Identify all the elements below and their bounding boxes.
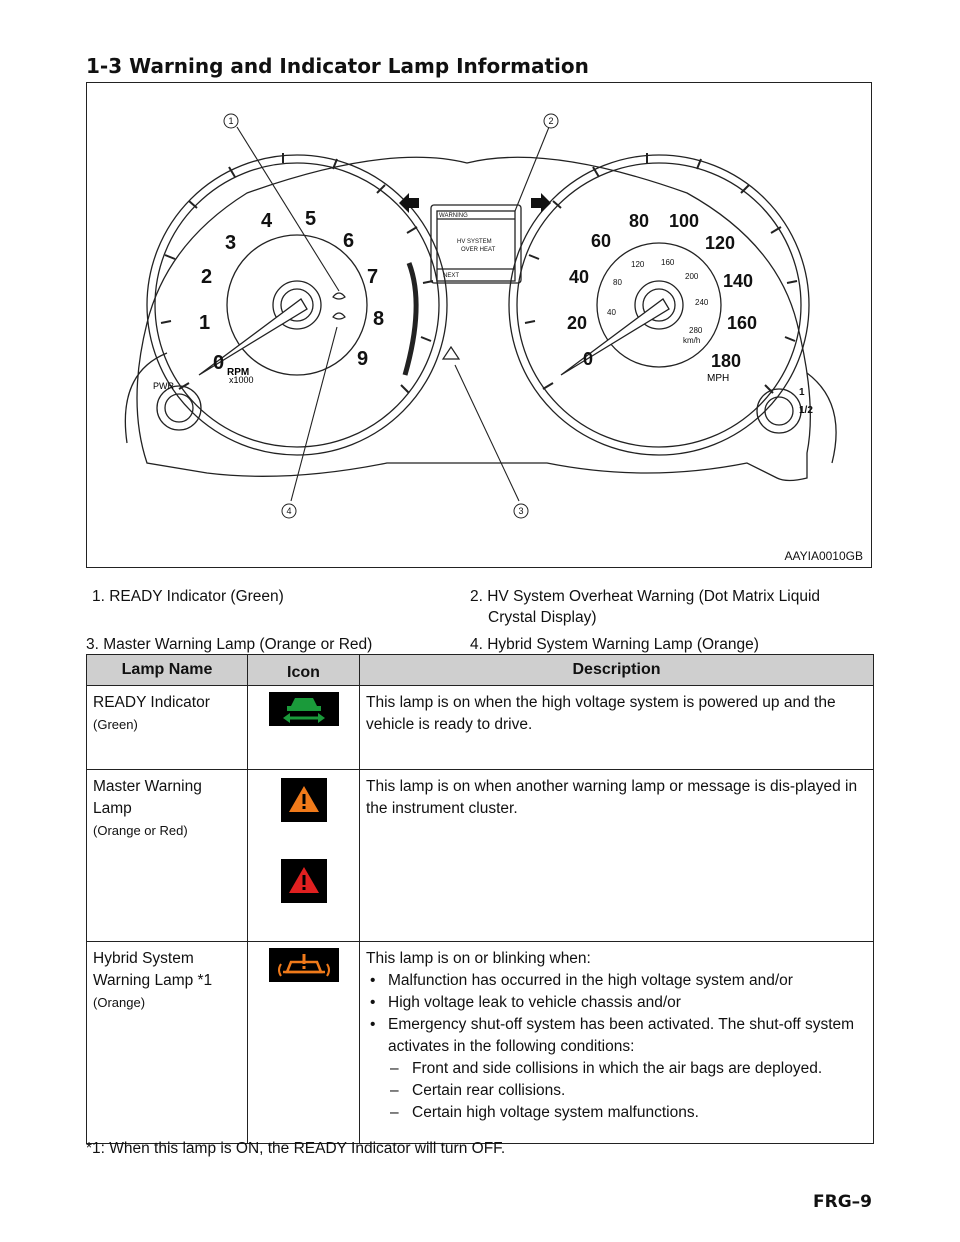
kmh-number-280: 280	[689, 326, 703, 335]
callout-3: 3	[518, 506, 524, 516]
pwr-label: PWR	[153, 381, 174, 391]
header-lamp-name: Lamp Name	[87, 655, 248, 686]
kmh-number-120: 120	[631, 260, 645, 269]
tach-number-2: 2	[201, 266, 213, 288]
shutoff-condition-list	[366, 1058, 867, 1124]
hybrid-system-warning-icon	[269, 948, 339, 982]
mph-number-120: 120	[705, 233, 736, 253]
instrument-cluster-illustration	[87, 83, 873, 569]
mph-number-0: 0	[583, 349, 594, 369]
table-row	[87, 686, 874, 770]
list-item: • High voltage leak to vehicle chassis and/or	[366, 992, 867, 1014]
caption-1: 1. READY Indicator (Green)	[92, 588, 284, 605]
rpm-unit: x1000	[229, 375, 254, 385]
tach-number-4: 4	[261, 210, 273, 232]
mph-number-20: 20	[567, 313, 588, 333]
mph-number-80: 80	[629, 211, 650, 231]
table-header-row	[87, 655, 874, 686]
caption-3: 3. Master Warning Lamp (Orange or Red)	[86, 636, 373, 653]
master-warning-orange-icon	[281, 778, 327, 822]
callout-1: 1	[228, 116, 234, 126]
kmh-number-40: 40	[607, 308, 616, 317]
icon-cell	[248, 686, 360, 770]
list-item: – Front and side collisions in which the air bags are deployed.	[366, 1058, 867, 1080]
instrument-cluster-figure	[86, 82, 872, 568]
tach-number-0: 0	[213, 352, 225, 374]
caption-2b: Crystal Display)	[488, 609, 597, 626]
master-warning-red-icon	[281, 859, 327, 903]
fuel-mark-half: 1/2	[799, 405, 813, 416]
kmh-number-200: 200	[685, 272, 699, 281]
description-cell: This lamp is on when the high voltage system is powered up and the vehicle is ready to drive.	[360, 686, 874, 770]
caption-4: 4. Hybrid System Warning Lamp (Orange)	[470, 636, 759, 653]
lamp-color: (Orange or Red)	[93, 823, 188, 838]
header-description: Description	[360, 655, 874, 686]
description-cell: This lamp is on when another warning lamp or message is dis-played in the instrument cluster.	[360, 770, 874, 942]
mph-number-140: 140	[723, 271, 754, 291]
figure-id: AAYIA0010GB	[784, 549, 863, 563]
lamp-name-cell	[87, 770, 248, 942]
display-footer: NEXT	[443, 273, 460, 279]
table-row	[87, 770, 874, 942]
kmh-number-240: 240	[695, 298, 709, 307]
kmh-number-80: 80	[613, 278, 622, 287]
lamp-name-cell	[87, 942, 248, 1144]
condition-list	[366, 970, 867, 1058]
section-title: 1-3 Warning and Indicator Lamp Information	[86, 54, 589, 78]
lamp-name: Master Warning Lamp	[93, 778, 202, 817]
lamp-color: (Orange)	[93, 995, 146, 1010]
tach-number-8: 8	[373, 308, 385, 330]
tach-number-9: 9	[357, 348, 369, 370]
callout-4: 4	[286, 506, 292, 516]
list-item: – Certain high voltage system malfunctions.	[366, 1102, 867, 1124]
lamp-name: READY Indicator	[93, 694, 210, 711]
lamp-name-cell	[87, 686, 248, 770]
lamp-table	[86, 654, 874, 1144]
table-row	[87, 942, 874, 1144]
callout-2: 2	[548, 116, 554, 126]
caption-2a: 2. HV System Overheat Warning (Dot Matrix Liquid	[470, 588, 821, 605]
mph-number-60: 60	[591, 231, 612, 251]
icon-cell	[248, 770, 360, 942]
header-icon: Icon	[248, 655, 360, 686]
footnote: *1: When this lamp is ON, the READY Indicator will turn OFF.	[86, 1140, 506, 1157]
tach-number-6: 6	[343, 230, 355, 252]
tach-number-7: 7	[367, 266, 379, 288]
list-item: – Certain rear collisions.	[366, 1080, 867, 1102]
description-intro: This lamp is on or blinking when:	[366, 950, 591, 967]
rpm-label: RPM	[227, 367, 250, 378]
list-item: • Malfunction has occurred in the high voltage system and/or	[366, 970, 867, 992]
ready-car-icon	[269, 692, 339, 726]
lamp-name: Hybrid System Warning Lamp *1	[93, 950, 213, 989]
mph-label: MPH	[707, 373, 730, 384]
mph-number-160: 160	[727, 313, 758, 333]
tach-number-3: 3	[225, 232, 237, 254]
lamp-color: (Green)	[93, 717, 138, 732]
display-line1: HV SYSTEM	[457, 239, 492, 245]
display-line2: OVER HEAT	[461, 247, 496, 253]
kmh-label: km/h	[683, 336, 701, 345]
tach-number-5: 5	[305, 208, 317, 230]
fuel-mark-full: 1	[799, 387, 805, 398]
list-item: • Emergency shut-off system has been activated. The shut-off system activates in the following conditions:	[366, 1014, 867, 1058]
mph-number-40: 40	[569, 267, 590, 287]
mph-number-100: 100	[669, 211, 700, 231]
icon-cell	[248, 942, 360, 1144]
display-header: WARNING	[439, 213, 468, 219]
page-number: FRG–9	[813, 1192, 872, 1212]
description-cell	[360, 942, 874, 1144]
kmh-number-160: 160	[661, 258, 675, 267]
mph-number-180: 180	[711, 351, 742, 371]
tach-number-1: 1	[199, 312, 211, 334]
